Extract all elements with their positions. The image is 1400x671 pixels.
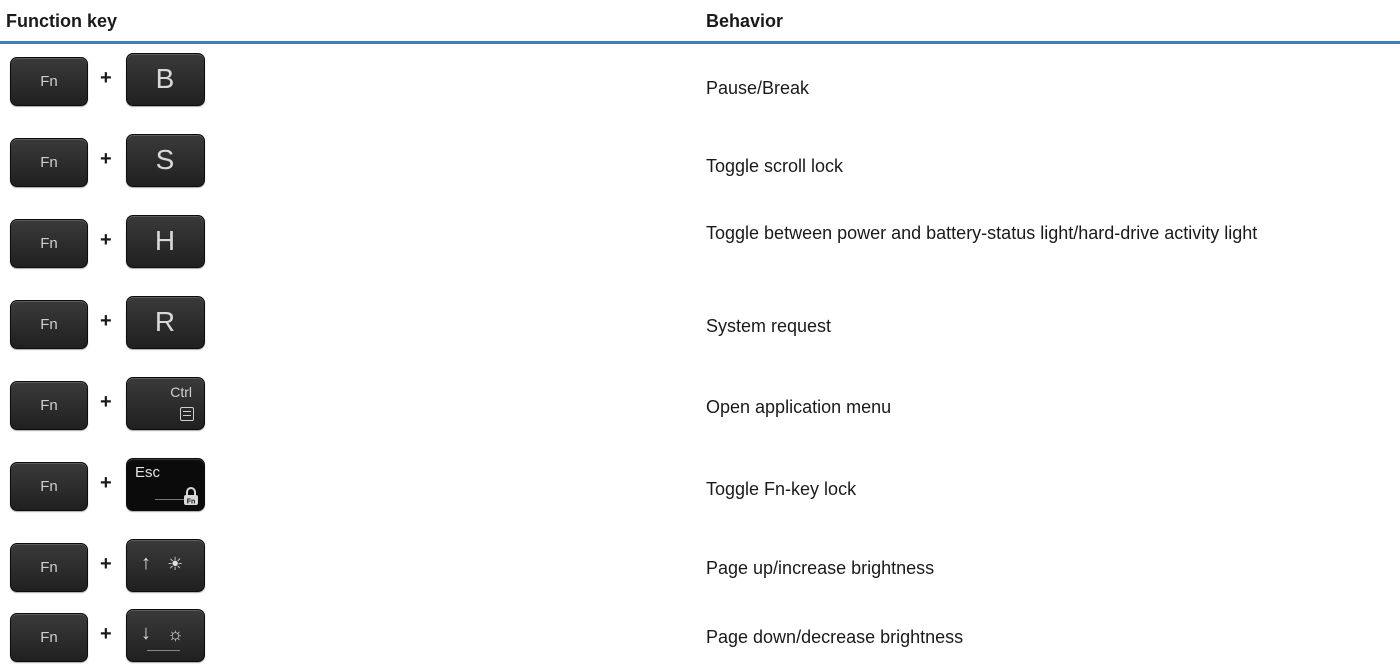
plus-sign: + bbox=[100, 623, 112, 645]
fn-key: Fn bbox=[10, 462, 88, 511]
page-up-key bbox=[126, 539, 205, 592]
table-row-page-up bbox=[0, 531, 1400, 601]
table-header bbox=[0, 0, 1400, 44]
ctrl-menu-key bbox=[126, 377, 205, 430]
fn-key: Fn bbox=[10, 219, 88, 268]
fn-key: Fn bbox=[10, 381, 88, 430]
plus-sign: + bbox=[100, 472, 112, 494]
b-key: B bbox=[126, 53, 205, 106]
fn-key: Fn bbox=[10, 613, 88, 662]
table-row-scroll-lock bbox=[0, 126, 1400, 196]
column-header-function-key: Function key bbox=[6, 11, 118, 31]
fn-key: Fn bbox=[10, 138, 88, 187]
lock-fn-label: Fn bbox=[186, 498, 196, 506]
table-row-power-light bbox=[0, 207, 1400, 277]
plus-sign: + bbox=[100, 310, 112, 332]
plus-sign: + bbox=[100, 229, 112, 251]
column-header-behavior: Behavior bbox=[706, 11, 784, 31]
behavior-text: Toggle Fn-key lock bbox=[706, 479, 857, 499]
plus-sign: + bbox=[100, 553, 112, 575]
page-down-key bbox=[126, 609, 205, 662]
plus-sign: + bbox=[100, 391, 112, 413]
brightness-down-icon: ☼ bbox=[167, 624, 184, 644]
behavior-text: Page down/decrease brightness bbox=[706, 627, 964, 647]
behavior-text: Page up/increase brightness bbox=[706, 558, 935, 578]
fn-key: Fn bbox=[10, 300, 88, 349]
fn-key: Fn bbox=[10, 543, 88, 592]
h-key: H bbox=[126, 215, 205, 268]
behavior-text: Toggle scroll lock bbox=[706, 156, 844, 176]
behavior-text: Pause/Break bbox=[706, 78, 810, 98]
table-row-pause-break bbox=[0, 45, 1400, 115]
behavior-text: System request bbox=[706, 316, 832, 336]
table-row-application-menu bbox=[0, 369, 1400, 439]
arrow-down-icon: ↓ bbox=[141, 622, 151, 644]
lock-icon bbox=[183, 486, 199, 506]
behavior-text: Open application menu bbox=[706, 397, 892, 417]
behavior-text: Toggle between power and battery-status light/hard-drive activity light bbox=[706, 223, 1258, 243]
plus-sign: + bbox=[100, 148, 112, 170]
brightness-up-icon: ☀ bbox=[167, 554, 184, 574]
esc-key bbox=[126, 458, 205, 511]
key-underline bbox=[147, 650, 180, 651]
table-row-page-down bbox=[0, 601, 1400, 671]
fn-key: Fn bbox=[10, 57, 88, 106]
table-row-system-request bbox=[0, 288, 1400, 358]
menu-icon bbox=[180, 407, 194, 421]
s-key: S bbox=[126, 134, 205, 187]
arrow-up-icon: ↑ bbox=[141, 552, 151, 574]
r-key: R bbox=[126, 296, 205, 349]
esc-label: Esc bbox=[135, 464, 161, 481]
ctrl-label: Ctrl bbox=[170, 384, 192, 400]
table-row-fn-lock bbox=[0, 450, 1400, 520]
plus-sign: + bbox=[100, 67, 112, 89]
